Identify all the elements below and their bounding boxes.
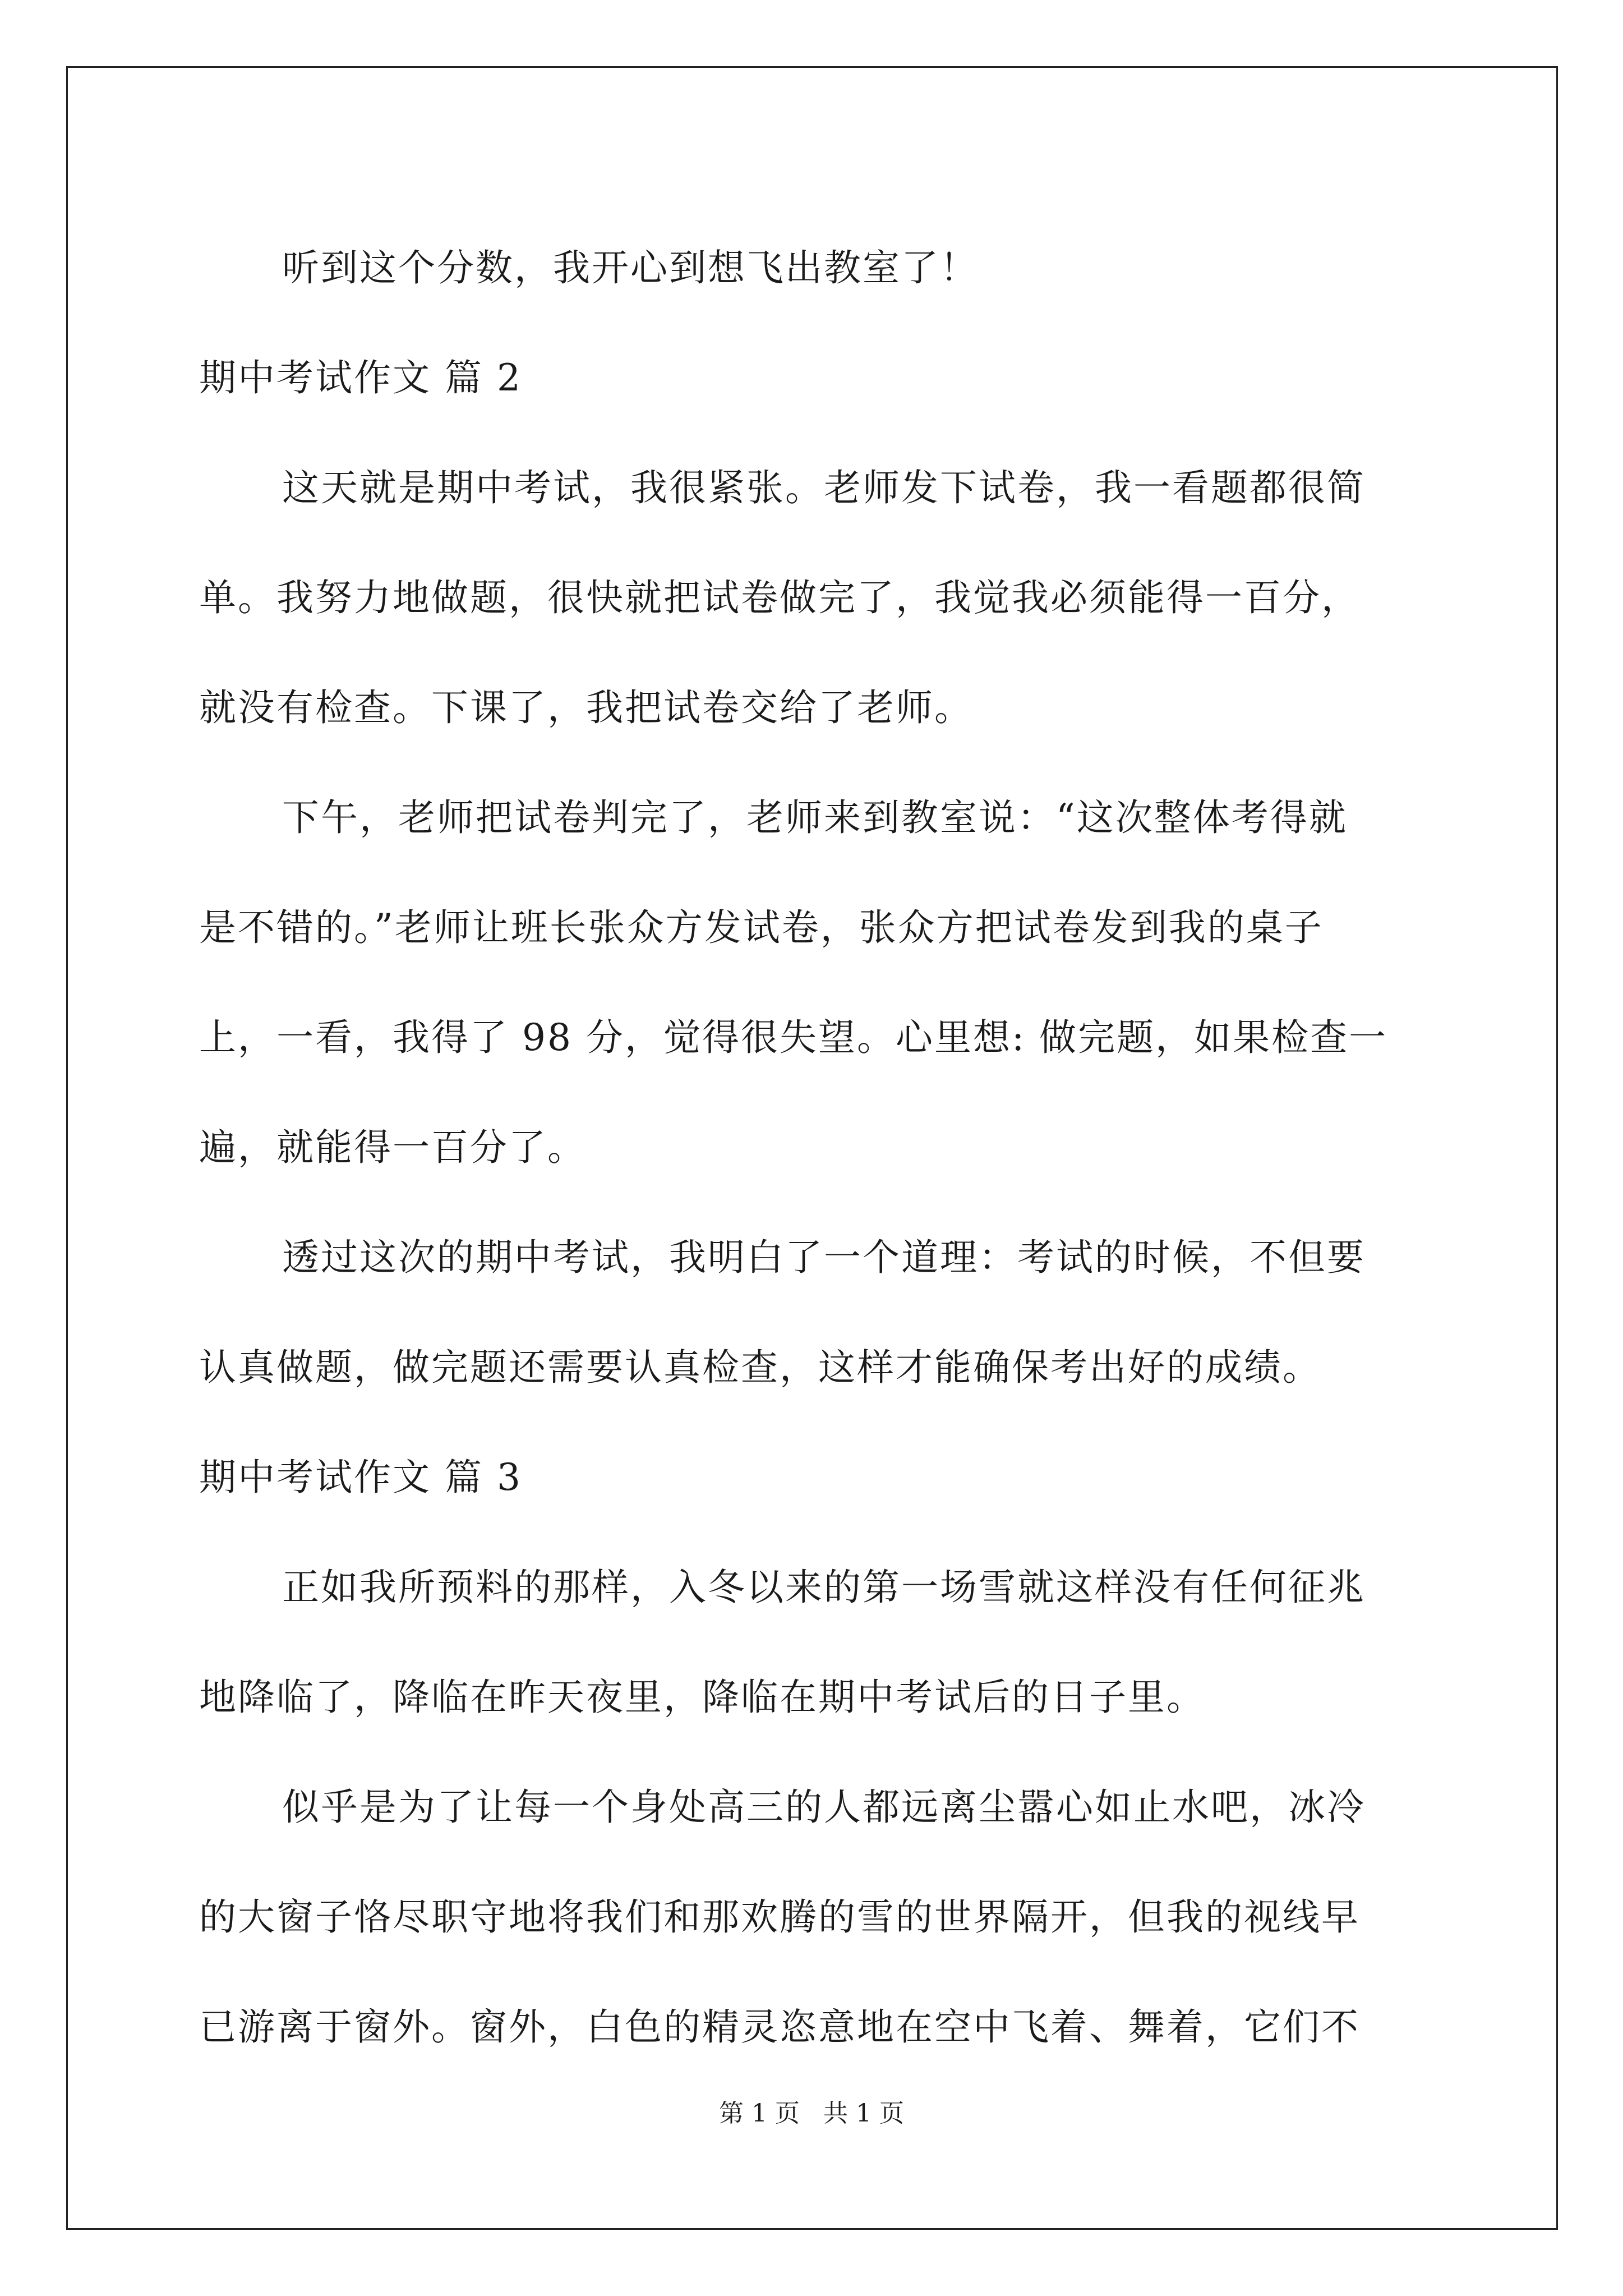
text-line: 是不错的。”老师让班长张众方发试卷，张众方把试卷发到我的桌子 bbox=[199, 906, 1324, 949]
text-line: 已游离于窗外。窗外，白色的精灵恣意地在空中飞着、舞着，它们不 bbox=[199, 2005, 1360, 2049]
text-line: 下午，老师把试卷判完了，老师来到教室说：“这次整体考得就 bbox=[282, 796, 1348, 839]
text-line: 这天就是期中考试，我很紧张。老师发下试卷，我一看题都很简 bbox=[282, 466, 1366, 509]
text-line: 似乎是为了让每一个身处高三的人都远离尘嚣心如止水吧，冰冷 bbox=[282, 1786, 1366, 1829]
section-heading: 期中考试作文 篇 3 bbox=[199, 1456, 522, 1499]
text-line: 透过这次的期中考试，我明白了一个道理：考试的时候，不但要 bbox=[282, 1236, 1366, 1279]
text-line: 听到这个分数，我开心到想飞出教室了！ bbox=[282, 246, 979, 289]
text-line: 地降临了，降临在昨天夜里，降临在期中考试后的日子里。 bbox=[199, 1676, 1205, 1719]
document-body bbox=[199, 213, 1427, 2082]
text-line: 的大窗子恪尽职守地将我们和那欢腾的雪的世界隔开，但我的视线早 bbox=[199, 1895, 1360, 1939]
page-number: 第 1 页 bbox=[719, 2099, 800, 2128]
text-line: 正如我所预料的那样，入冬以来的第一场雪就这样没有任何征兆 bbox=[282, 1566, 1366, 1609]
text-line: 上，一看，我得了 98 分，觉得很失望。心里想: 做完题，如果检查一 bbox=[199, 1016, 1388, 1059]
text-line: 遍，就能得一百分了。 bbox=[199, 1126, 586, 1169]
page-total: 共 1 页 bbox=[823, 2099, 904, 2128]
text-line: 认真做题，做完题还需要认真检查，这样才能确保考出好的成绩。 bbox=[199, 1346, 1321, 1389]
page-footer bbox=[0, 2097, 1623, 2131]
section-heading: 期中考试作文 篇 2 bbox=[199, 356, 522, 399]
text-line: 单。我努力地做题，很快就把试卷做完了，我觉我必须能得一百分， bbox=[199, 576, 1360, 619]
text-line: 就没有检查。下课了，我把试卷交给了老师。 bbox=[199, 686, 973, 729]
